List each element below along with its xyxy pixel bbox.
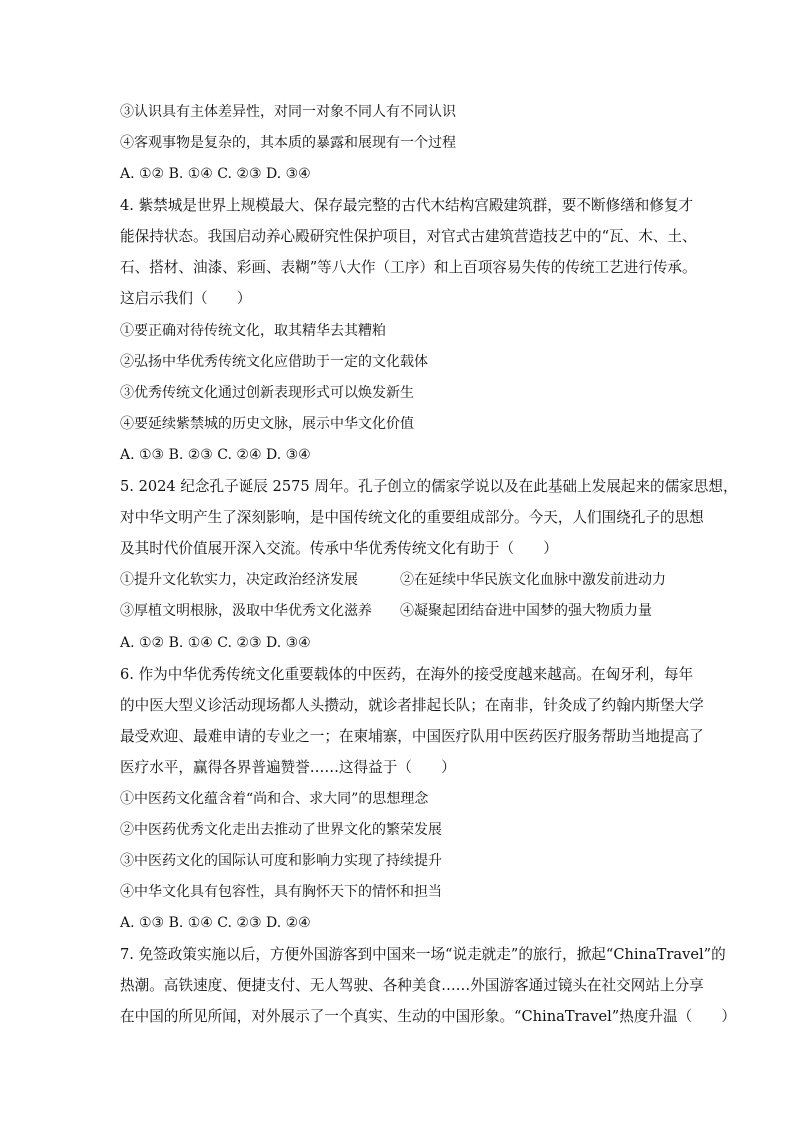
- q3-answer-choices: A. ①② B. ①④ C. ②③ D. ③④: [120, 166, 311, 182]
- q4-answer-choices: A. ①③ B. ②③ C. ②④ D. ③④: [120, 447, 311, 463]
- q4-stem-line-1: 4. 紫禁城是世界上规模最大、保存最完整的古代木结构宫殿建筑群，要不断修缮和修复才: [120, 197, 694, 214]
- q3-option-3: ③认识具有主体差异性，对同一对象不同人有不同认识: [120, 104, 456, 120]
- q6-stem-line-3: 最受欢迎、最难申请的专业之一；在柬埔寨，中国医疗队用中医药医疗服务帮助当地提高了: [120, 728, 704, 745]
- q4-stem-line-4: 这启示我们（ ）: [120, 290, 252, 307]
- q7-stem-line-2: 热潮。高铁速度、便捷支付、无人驾驶、各种美食……外国游客通过镜头在社交网站上分享: [120, 977, 704, 994]
- q5-stem-line-1: 5. 2024 纪念孔子诞辰 2575 周年。孔子创立的儒家学说以及在此基础上发展起来的儒家思想，: [120, 478, 738, 495]
- q7-stem-line-3: 在中国的所见所闻，对外展示了一个真实、生动的中国形象。“ChinaTravel”热度升温（ ）: [120, 1008, 736, 1025]
- q6-option-1: ①中医药文化蕴含着“尚和合、求大同”的思想理念: [120, 791, 429, 807]
- q4-stem-line-3: 石、搭材、油漆、彩画、表糊”等八大作（工序）和上百项容易失传的传统工艺进行传承。: [120, 259, 697, 276]
- q7-stem-line-1: 7. 免签政策实施以后，方便外国游客到中国来一场“说走就走”的旅行，掀起“ChinaTravel”的: [120, 946, 726, 963]
- q6-answer-choices: A. ①③ B. ①④ C. ②③ D. ②④: [120, 915, 311, 931]
- q5-stem-line-3: 及其时代价值展开深入交流。传承中华优秀传统文化有助于（ ）: [120, 540, 558, 557]
- q4-stem-line-2: 能保持状态。我国启动养心殿研究性保护项目，对官式古建筑营造技艺中的“瓦、木、土、: [120, 228, 697, 245]
- q5-stem-line-2: 对中华文明产生了深刻影响，是中国传统文化的重要组成部分。今天，人们围绕孔子的思想: [120, 509, 704, 526]
- q6-option-4: ④中华文化具有包容性，具有胸怀天下的情怀和担当: [120, 884, 442, 900]
- q4-option-4: ④要延续紫禁城的历史文脉，展示中华文化价值: [120, 416, 414, 432]
- q5-option-1: ①提升文化软实力，决定政治经济发展: [120, 572, 358, 588]
- q5-option-2: ②在延续中华民族文化血脉中激发前进动力: [400, 572, 666, 588]
- q4-option-1: ①要正确对待传统文化，取其精华去其糟粕: [120, 323, 386, 339]
- q6-stem-line-4: 医疗水平，赢得各界普遍赞誉……这得益于（ ）: [120, 759, 456, 776]
- q6-option-2: ②中医药优秀文化走出去推动了世界文化的繁荣发展: [120, 822, 442, 838]
- q5-option-4: ④凝聚起团结奋进中国梦的强大物质力量: [400, 603, 652, 619]
- q5-answer-choices: A. ①② B. ①④ C. ②③ D. ③④: [120, 635, 311, 651]
- q4-option-2: ②弘扬中华优秀传统文化应借助于一定的文化载体: [120, 354, 428, 370]
- q6-stem-line-1: 6. 作为中华优秀传统文化重要载体的中医药，在海外的接受度越来越高。在匈牙利，每年: [120, 666, 694, 683]
- q3-option-4: ④客观事物是复杂的，其本质的暴露和展现有一个过程: [120, 135, 456, 151]
- q4-option-3: ③优秀传统文化通过创新表现形式可以焕发新生: [120, 385, 414, 401]
- q5-option-3: ③厚植文明根脉，汲取中华优秀文化滋养: [120, 603, 372, 619]
- q6-option-3: ③中医药文化的国际认可度和影响力实现了持续提升: [120, 853, 442, 869]
- q6-stem-line-2: 的中医大型义诊活动现场都人头攒动，就诊者排起长队；在南非，针灸成了约翰内斯堡大学: [120, 697, 704, 714]
